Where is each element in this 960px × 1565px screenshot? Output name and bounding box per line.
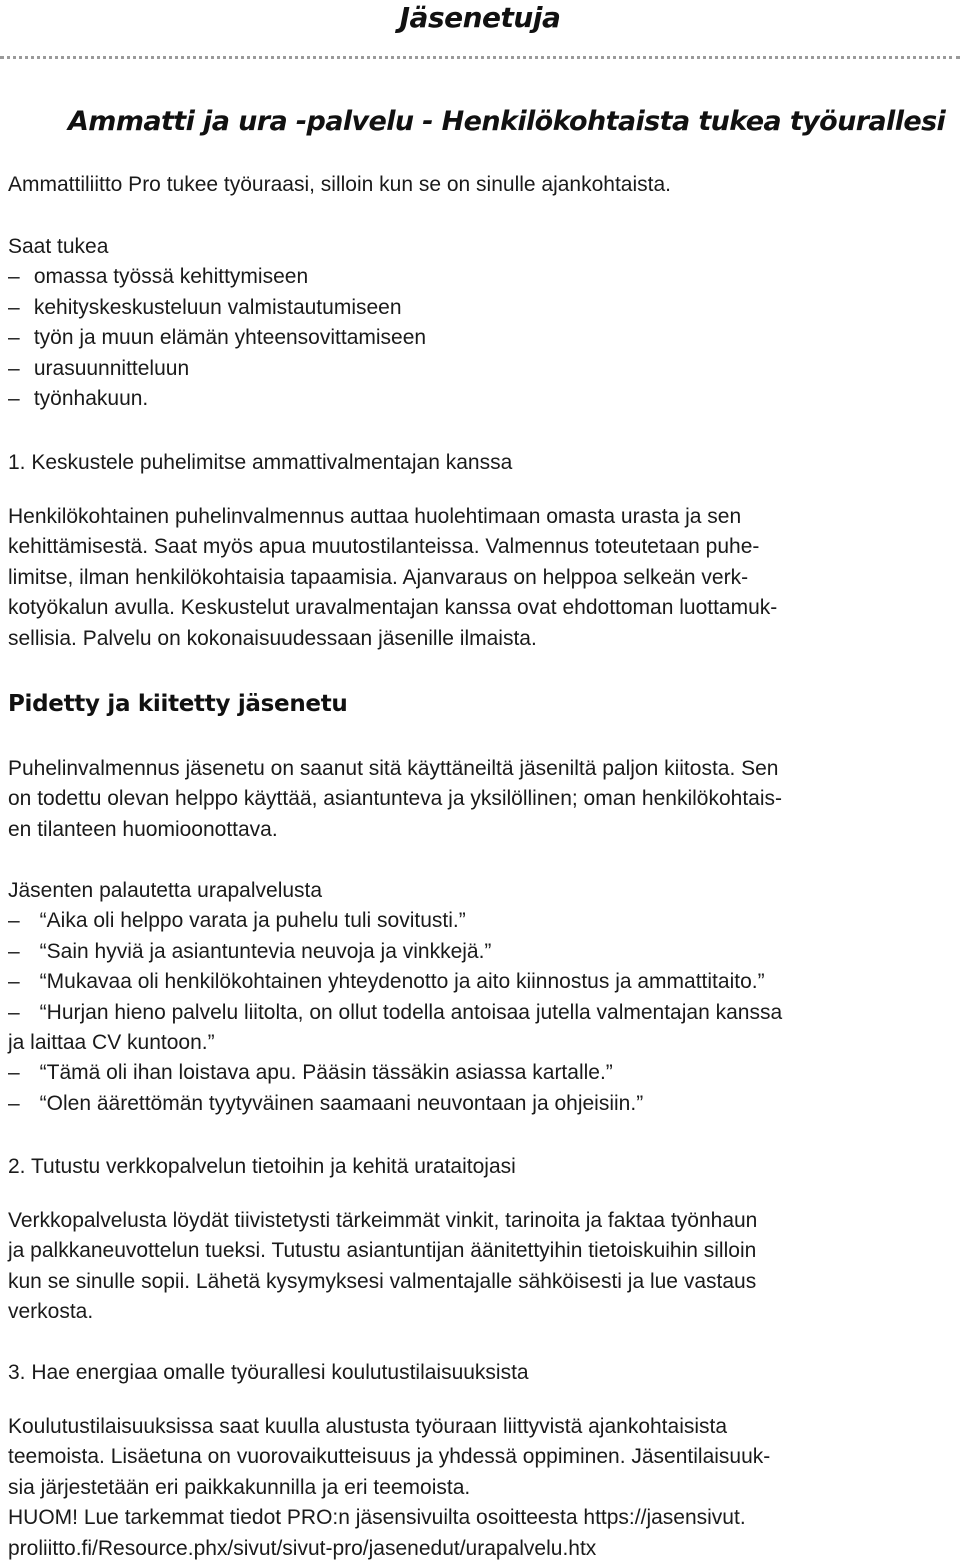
support-lead: Saat tukea — [8, 235, 109, 258]
step1-title: 1. Keskustele puhelimitse ammattivalmentajan kanssa — [8, 451, 513, 474]
section-heading: Ammatti ja ura -palvelu - Henkilökohtaista tukea työurallesi — [68, 106, 946, 137]
step3-title: 3. Hae energiaa omalle työurallesi koulutustilaisuuksista — [8, 1361, 529, 1384]
support-item: – urasuunnitteluun — [8, 356, 190, 380]
support-item: – kehityskeskusteluun valmistautumiseen — [8, 295, 402, 319]
step2-title: 2. Tutustu verkkopalvelun tietoihin ja kehitä urataitojasi — [8, 1155, 516, 1178]
support-item: – omassa työssä kehittymiseen — [8, 265, 309, 289]
feedback-list — [8, 876, 953, 1119]
url-line: proliitto.fi/Resource.phx/sivut/sivut-pro/jasenedut/urapalvelu.htx — [8, 1536, 597, 1560]
page-header — [0, 0, 960, 62]
support-item: – työnhakuun. — [8, 387, 149, 411]
support-list — [8, 232, 953, 414]
feedback-quote: – “Sain hyviä ja asiantuntevia neuvoja ja vinkkejä.” — [8, 939, 492, 963]
step3-body: Koulutustilaisuuksissa saat kuulla alustusta työuraan liittyvistä ajankohtaisista teemoista. Lisäetuna on vuorovaikutteisuus ja yhdessä oppiminen. Jäsentilaisuuk- sia järjestetään eri paikkakunnilla ja eri teemoista. HUOM! Lue tarkemmat tiedot PRO:n jäsensivuilta osoitteesta https://jasensivut. proliitto.fi/Resource.phx/sivut/sivut-pro/jasenedut/urapalvelu.htx — [8, 1412, 953, 1564]
note-line: HUOM! Lue tarkemmat tiedot PRO:n jäsensivuilta osoitteesta https://jasensivut. — [8, 1506, 746, 1530]
feedback-quote: – “Tämä oli ihan loistava apu. Pääsin tässäkin asiassa kartalle.” — [8, 1061, 613, 1085]
feedback-title: Jäsenten palautetta urapalvelusta — [8, 879, 323, 902]
page-title: Jäsenetuja — [399, 1, 561, 34]
feedback-quote: – “Aika oli helppo varata ja puhelu tuli sovitusti.” — [8, 909, 466, 933]
step2-body: Verkkopalvelusta löydät tiivistetysti tärkeimmät vinkit, tarinoita ja faktaa työnhaun ja palkkaneuvottelun tueksi. Tutustu asiantuntijan äänitettyihin tietoiskuihin silloin kun se sinulle sopii. Lähetä kysymyksesi valmentajalle sähköisesti ja lue vastaus verkosta. — [8, 1209, 758, 1324]
feedback-quote: – “Mukavaa oli henkilökohtainen yhteydenotto ja aito kiinnostus ja ammattitaito.” — [8, 970, 765, 994]
dotted-divider — [0, 56, 960, 59]
support-item: – työn ja muun elämän yhteensovittamiseen — [8, 326, 427, 350]
feedback-quote: – “Olen äärettömän tyytyväinen saamaani neuvontaan ja ohjeisiin.” — [8, 1091, 644, 1115]
praise-body: Puhelinvalmennus jäsenetu on saanut sitä käyttäneiltä jäseniltä paljon kiitosta. Sen on todettu olevan helppo käyttää, asiantunteva ja yksilöllinen; oman henkilökohtais- en tilanteen huomioonottava. — [8, 757, 782, 841]
feedback-quote-continuation: ja laittaa CV kuntoon.” — [8, 1031, 215, 1055]
intro-text: Ammattiliitto Pro tukee työuraasi, silloin kun se on sinulle ajankohtaista. — [8, 173, 671, 196]
praise-heading: Pidetty ja kiitetty jäsenetu — [8, 691, 348, 717]
step1-body: Henkilökohtainen puhelinvalmennus auttaa huolehtimaan omasta urasta ja sen kehittämisestä. Saat myös apua muutostilanteissa. Valmennus toteutetaan puhe- limitse, ilman henkilökohtaisia tapaamisia. Ajanvaraus on helppoa selkeän verk- kotyökalun avulla. Keskustelut uravalmentajan kanssa ovat ehdottoman luottamuk- sellisia. Palvelu on kokonaisuudessaan jäsenille ilmaista. — [8, 505, 778, 650]
feedback-quote: – “Hurjan hieno palvelu liitolta, on ollut todella antoisaa jutella valmentajan kanssa — [8, 1000, 783, 1024]
